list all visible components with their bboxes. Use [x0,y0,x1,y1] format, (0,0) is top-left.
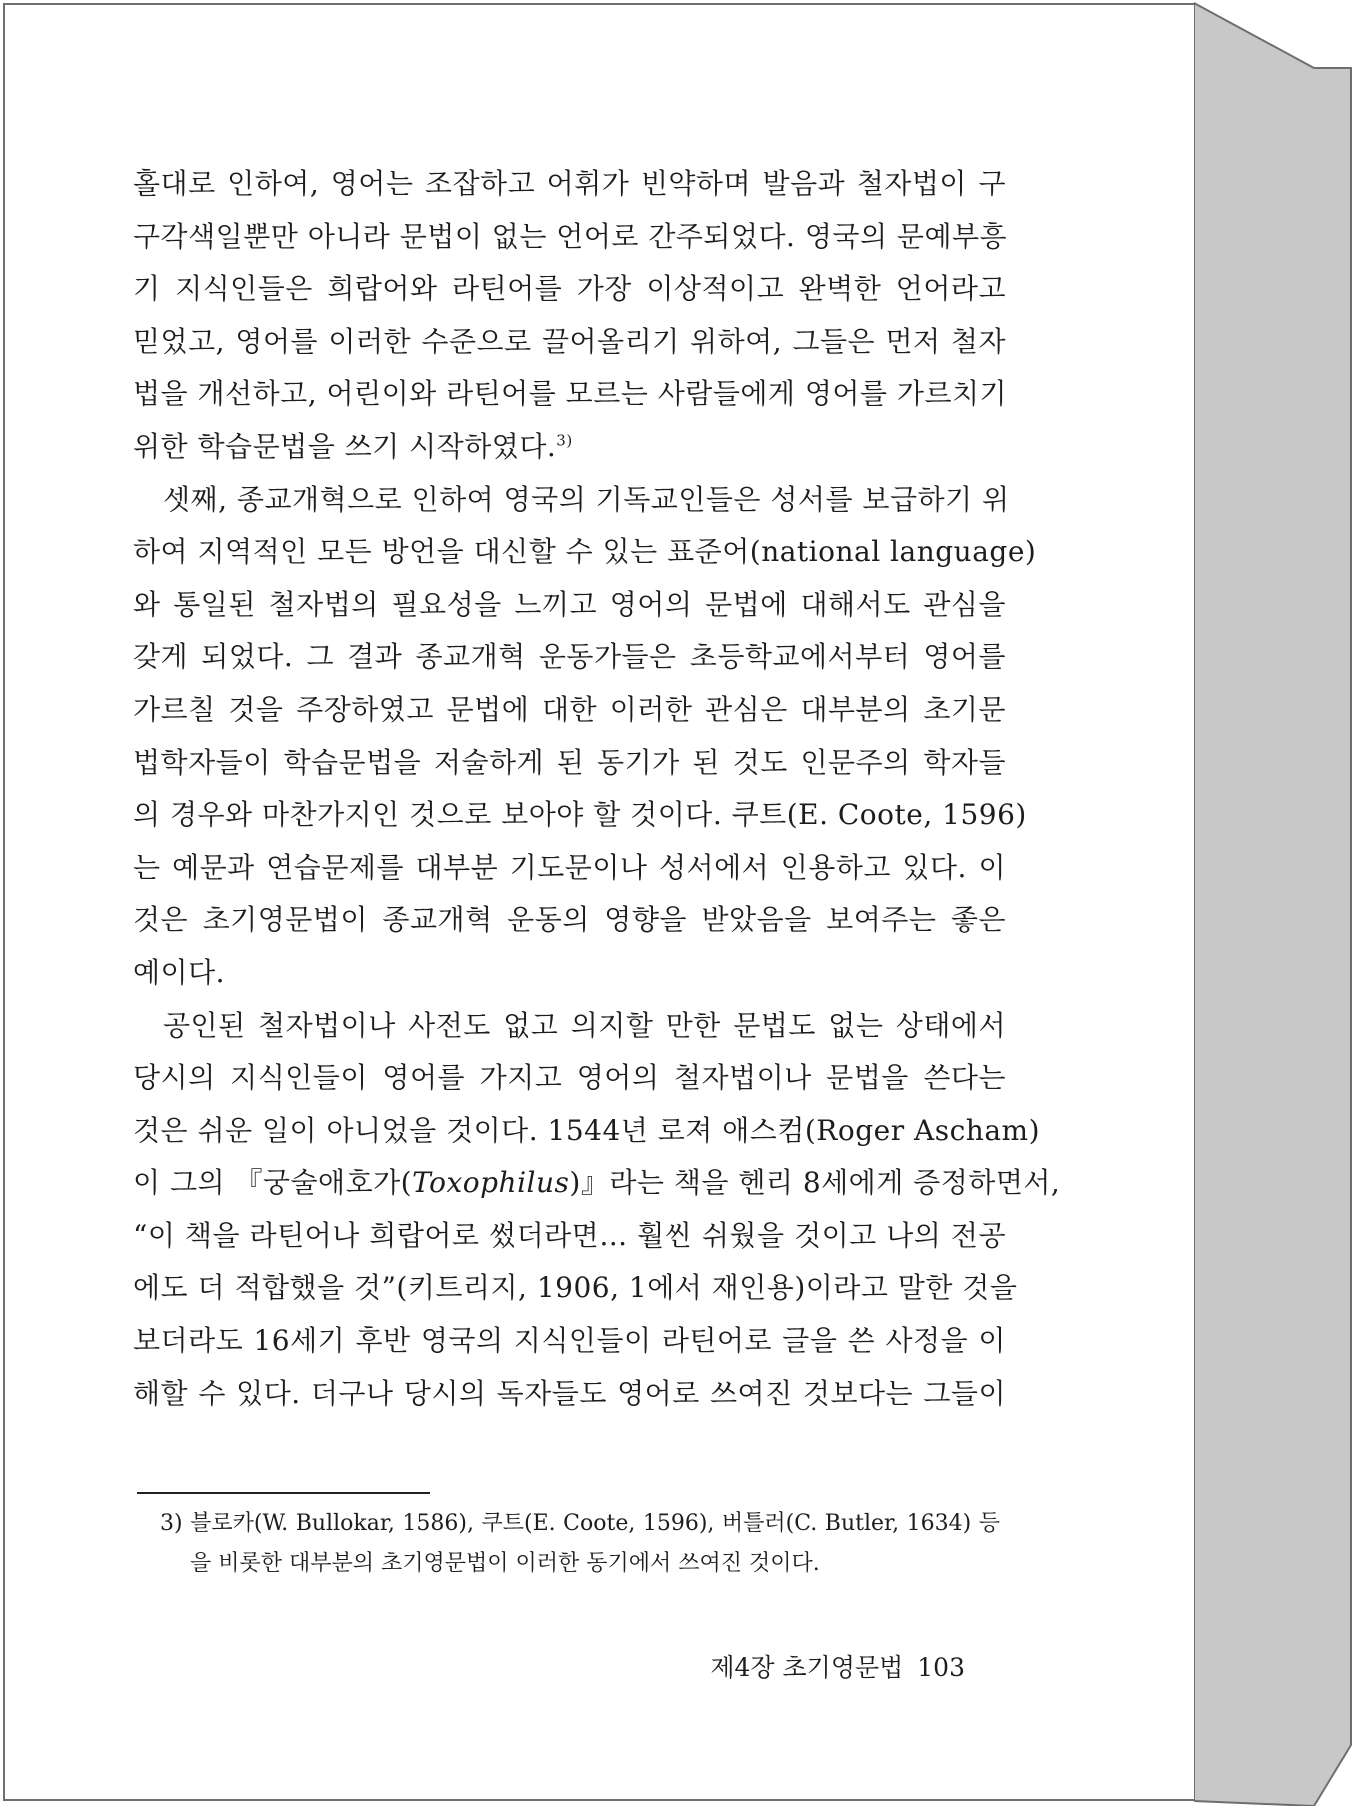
text-line [133,1157,1061,1210]
text-line: 보더라도 16세기 후반 영국의 지식인들이 라틴어로 글을 쓴 사정을 이 [133,1324,1006,1358]
text-segment: )』라는 책을 헨리 8세에게 증정하면서, [569,1166,1061,1200]
text-line: “이 책을 라틴어나 희랍어로 썼더라면… 훨씬 쉬웠을 것이고 나의 전공 [133,1218,1006,1252]
footnote-line: 을 비롯한 대부분의 초기영문법이 이러한 동기에서 쓰여진 것이다. [190,1551,820,1576]
text-line-content: 위한 학습문법을 쓰기 시작하였다. [133,429,557,463]
text-line: 기 지식인들은 희랍어와 라틴어를 가장 이상적이고 완벽한 언어라고 [133,272,1006,306]
chapter-title: 제4장 초기영문법 [710,1653,904,1682]
body-text [133,158,1061,1420]
text-line: 의 경우와 마찬가지인 것으로 보아야 할 것이다. 쿠트(E. Coote, 1596) [133,798,1027,832]
text-line: 는 예문과 연습문제를 대부분 기도문이나 성서에서 인용하고 있다. 이 [133,850,1006,884]
text-line: 법학자들이 학습문법을 저술하게 된 동기가 된 것도 인문주의 학자들 [133,745,1006,779]
text-line: 당시의 지식인들이 영어를 가지고 영어의 철자법이나 문법을 쓴다는 [133,1061,1006,1095]
page-number: 103 [917,1653,965,1682]
text-line: 것은 초기영문법이 종교개혁 운동의 영향을 받았음을 보여주는 좋은 [133,903,1006,937]
running-footer [710,1648,965,1684]
footnotes [160,1504,1000,1584]
book-title-italic: Toxophilus [412,1166,570,1200]
text-line: 예이다. [133,955,226,989]
text-line: 것은 쉬운 일이 아니었을 것이다. 1544년 로져 애스컴(Roger Ascham) [133,1113,1040,1147]
text-line: 구각색일뿐만 아니라 문법이 없는 언어로 간주되었다. 영국의 문예부흥 [133,219,1008,253]
text-line: 법을 개선하고, 어린이와 라틴어를 모르는 사람들에게 영어를 가르치기 [133,377,1008,411]
text-line: 셋째, 종교개혁으로 인하여 영국의 기독교인들은 성서를 보급하기 위 [163,482,1010,516]
paragraph-1 [133,158,1006,474]
footnote-line [160,1504,1000,1544]
paragraph-2 [133,474,1037,1000]
footnote-reference[interactable]: 3) [556,431,573,450]
book-thickness-edge [1194,0,1354,1806]
paragraph-3 [133,1000,1061,1421]
text-line: 하여 지역적인 모든 방언을 대신할 수 있는 표준어(national language) [133,535,1037,569]
text-line: 가르칠 것을 주장하였고 문법에 대한 이러한 관심은 대부분의 초기문 [133,692,1006,726]
text-line: 와 통일된 철자법의 필요성을 느끼고 영어의 문법에 대해서도 관심을 [133,587,1006,621]
text-line: 에도 더 적합했을 것”(키트리지, 1906, 1에서 재인용)이라고 말한 것을 [133,1271,1018,1305]
footnote-text: 블로카(W. Bullokar, 1586), 쿠트(E. Coote, 1596), 버틀러(C. Butler, 1634) 등 [190,1511,1000,1536]
text-segment: 이 그의 『궁술애호가( [133,1166,413,1200]
text-line [133,421,1006,474]
text-line: 해할 수 있다. 더구나 당시의 독자들도 영어로 쓰여진 것보다는 그들이 [133,1376,1006,1410]
text-line: 공인된 철자법이나 사전도 없고 의지할 만한 문법도 없는 상태에서 [163,1008,1006,1042]
text-line: 홀대로 인하여, 영어는 조잡하고 어휘가 빈약하며 발음과 철자법이 구 [133,167,1006,200]
footnote-number: 3) [160,1511,183,1536]
text-line: 갖게 되었다. 그 결과 종교개혁 운동가들은 초등학교에서부터 영어를 [133,640,1006,674]
footnote-divider [137,1492,430,1494]
text-line: 믿었고, 영어를 이러한 수준으로 끌어올리기 위하여, 그들은 먼저 철자 [133,324,1006,358]
